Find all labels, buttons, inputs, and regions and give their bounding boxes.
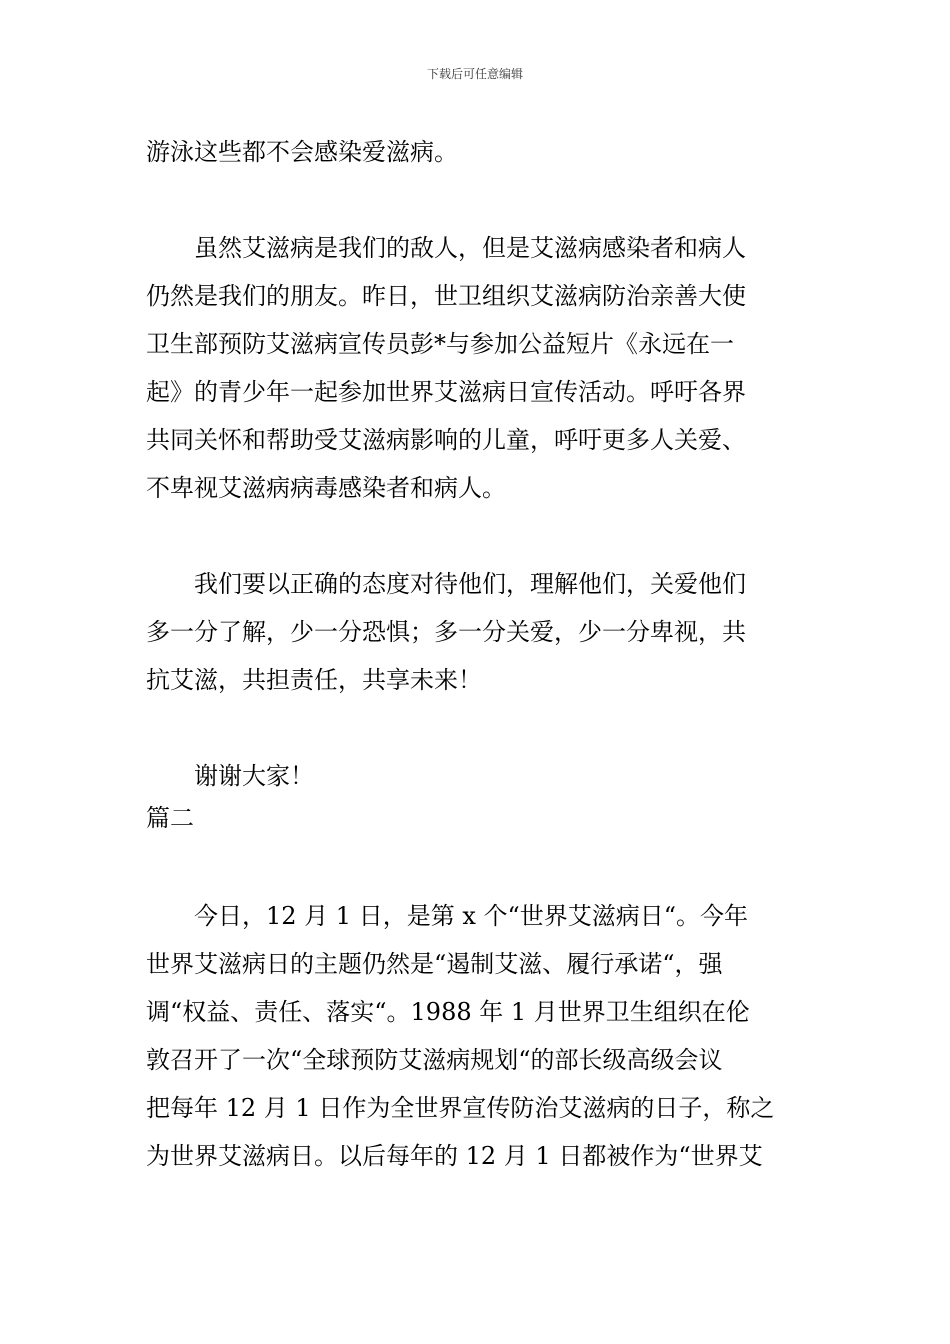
paragraph-4: [146, 752, 806, 800]
text-line: 今日，12 月 1 日，是第 x 个“世界艾滋病日“。今年: [194, 902, 749, 930]
text-line: 把每年 12 月 1 日作为全世界宣传防治艾滋病的日子，称之: [146, 1094, 775, 1122]
text-line: 卫生部预防艾滋病宣传员彭*与参加公益短片《永远在一: [146, 330, 734, 358]
text-line: 敦召开了一次“全球预防艾滋病规划“的部长级高级会议: [146, 1046, 723, 1074]
paragraph-gap: [146, 176, 806, 224]
text-line: 虽然艾滋病是我们的敌人，但是艾滋病感染者和病人: [194, 234, 746, 262]
paragraph-gap: [146, 836, 806, 892]
text-line: 不卑视艾滋病病毒感染者和病人。: [146, 474, 506, 502]
text-line: 多一分了解，少一分恐惧；多一分关爱，少一分卑视，共: [146, 618, 746, 646]
text-line: 谢谢大家！: [194, 762, 314, 790]
text-line: 为世界艾滋病日。以后每年的 12 月 1 日都被作为“世界艾: [146, 1142, 763, 1170]
paragraph-5: [146, 892, 806, 1180]
text-line: 抗艾滋，共担责任，共享未来！: [146, 666, 482, 694]
text-line: 起》的青少年一起参加世界艾滋病日宣传活动。呼吁各界: [146, 378, 746, 406]
paragraph-2: [146, 224, 806, 512]
text-line: 仍然是我们的朋友。昨日，世卫组织艾滋病防治亲善大使: [146, 282, 746, 310]
text-line: 我们要以正确的态度对待他们，理解他们，关爱他们: [194, 570, 746, 598]
document-body: [146, 128, 806, 1180]
text-line: 调“权益、责任、落实“。1988 年 1 月世界卫生组织在伦: [146, 998, 750, 1026]
text-line: 世界艾滋病日的主题仍然是“遏制艾滋、履行承诺“，强: [146, 950, 723, 978]
paragraph-3: [146, 560, 806, 704]
text-line: 篇二: [146, 804, 194, 832]
text-line: 共同关怀和帮助受艾滋病影响的儿童，呼吁更多人关爱、: [146, 426, 746, 454]
paragraph-gap: [146, 704, 806, 752]
page-header: 下载后可任意编辑: [426, 67, 523, 81]
text-line: 游泳这些都不会感染爱滋病。: [146, 138, 458, 166]
paragraph-1: [146, 128, 806, 176]
paragraph-gap: [146, 512, 806, 560]
section-heading: [146, 800, 806, 836]
